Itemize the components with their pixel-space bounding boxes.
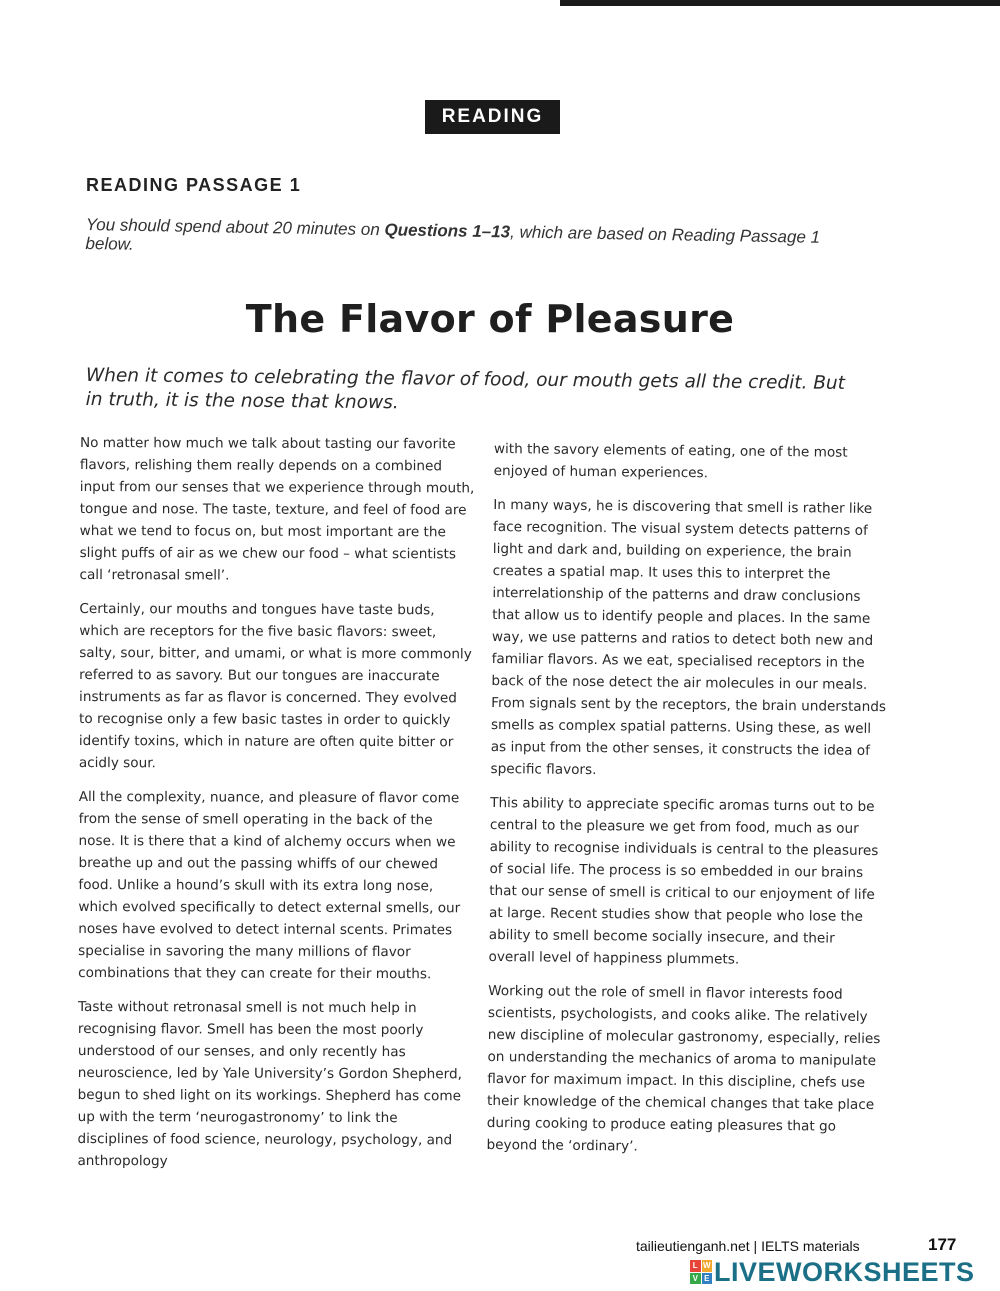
- logo-square: V: [690, 1273, 701, 1285]
- liveworksheets-logo[interactable]: [690, 1256, 975, 1288]
- paragraph: Working out the role of smell in flavor interests food scientists, psychologists, and cooks alike. The relatively new discipline of molecular gastronomy, especially, relies on understanding the mechanics of aroma to manipulate flavor for maximum impact. In this discipline, chefs use their knowledge of the chemical changes that take place during cooking to produce eating pleasures that go beyond the ‘ordinary’.: [486, 982, 881, 1155]
- passage-subtitle: When it comes to celebrating the flavor of food, our mouth gets all the credit. But in truth, it is the nose that knows.: [85, 364, 846, 414]
- paragraph: Taste without retronasal smell is not much help in recognising flavor. Smell has been the most poorly understood of our senses, and only recently has neuroscience, led by Yale University’s Gordon Shepherd, begun to shed light on its workings. Shepherd has come up with the term ‘neurogastronomy’ to link the disciplines of food science, neurology, psychology, and anthropology: [77, 998, 462, 1170]
- section-badge: READING: [425, 100, 560, 134]
- paragraph: Certainly, our mouths and tongues have taste buds, which are receptors for the five basic flavors: sweet, salty, sour, bitter, and umami, or what is more commonly referred to as savory. But our tongues are inaccurate instruments as far as flavor is concerned. They evolved to recognise only a few basic tastes in order to quickly identify toxins, which in nature are often quite bitter or acidly sour.: [78, 600, 472, 772]
- left-column: [77, 432, 475, 1185]
- paragraph: All the complexity, nuance, and pleasure of flavor come from the sense of smell operating in the back of the nose. It is there that a kind of alchemy occurs when we breathe up and out the passing whiffs of our chewed food. Unlike a hound’s skull with its extra long nose, which evolved specifically to detect external smells, our noses have evolved to detect internal scents. Primates specialise in savoring the many millions of flavor combinations that they can create for their mouths.: [78, 788, 461, 983]
- top-edge-rule: [560, 0, 1000, 6]
- passage-label: READING PASSAGE 1: [86, 175, 302, 195]
- passage-title: The Flavor of Pleasure: [245, 297, 735, 341]
- liveworksheets-logo-icon: [690, 1260, 712, 1284]
- logo-square: E: [702, 1273, 713, 1285]
- logo-square: W: [702, 1261, 711, 1271]
- instructions-text: You should spend about 20 minutes on: [85, 215, 385, 240]
- logo-square: L: [690, 1260, 701, 1272]
- instructions-questions: Questions 1–13: [384, 220, 511, 242]
- page-number: 177: [928, 1235, 957, 1254]
- paragraph: This ability to appreciate specific aromas turns out to be central to the pleasure we get from food, much as our ability to recognise individuals is central to the pleasures of social life. The process is so embedded in our brains that our sense of smell is critical to our enjoyment of life at large. Recent studies show that people who lose the ability to smell become socially insecure, and their overall level of happiness plummets.: [488, 794, 879, 968]
- paragraph: In many ways, he is discovering that smell is rather like face recognition. The visual system detects patterns of light and dark and, building on experience, the brain creates a spatial map. It uses this to interpret the interrelationship of the patterns and draw conclusions that allow us to identify people and places. In the same way, we use patterns and ratios to detect both new and familiar flavors. As we eat, specialised receptors in the back of the nose detect the air molecules in our meals. From signals sent by the receptors, the brain understands smells as complex spatial patterns. Using these, as well as input from the other senses, it constructs the idea of specific flavors.: [490, 496, 887, 779]
- right-column: [486, 438, 889, 1172]
- paragraph: No matter how much we talk about tasting our favorite flavors, relishing them really depends on a combined input from our senses that we experience through mouth, tongue and nose. The taste, texture, and feel of food are what we tend to focus on, but most important are the slight puffs of air as we chew our food – what scientists call ‘retronasal smell’.: [79, 434, 475, 584]
- instructions-text-end: , which are based on Reading Passage 1 below.: [85, 222, 821, 254]
- liveworksheets-logo-text: LIVEWORKSHEETS: [714, 1256, 975, 1287]
- paragraph: with the savory elements of eating, one of the most enjoyed of human experiences.: [493, 440, 848, 482]
- footer-source: tailieutienganh.net | IELTS materials: [636, 1238, 860, 1254]
- instructions: [85, 215, 846, 266]
